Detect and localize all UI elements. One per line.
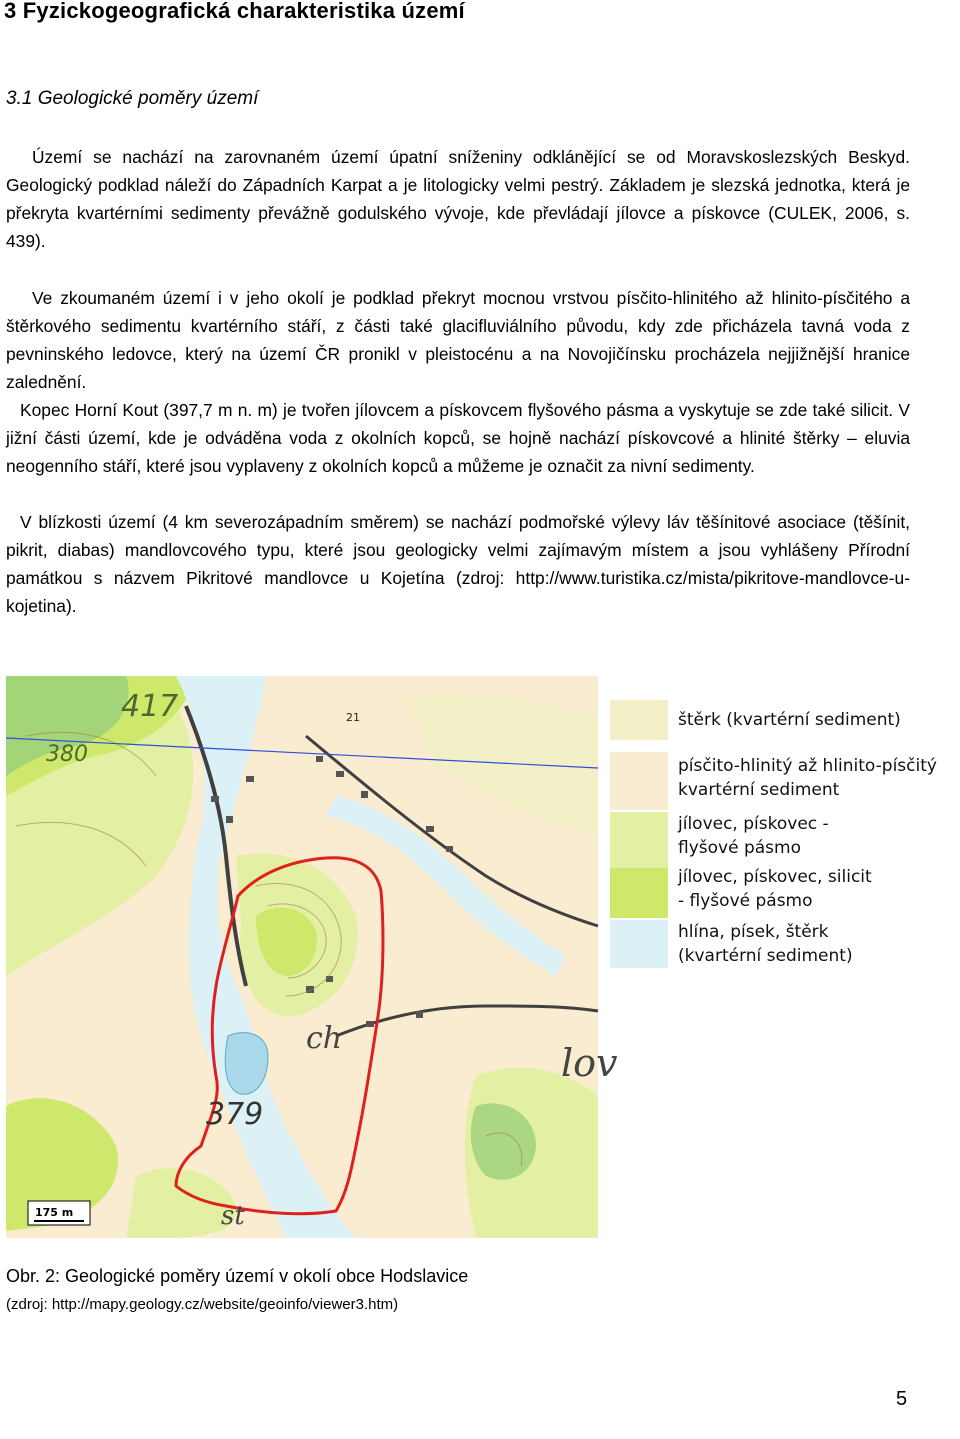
legend-swatch-silicit xyxy=(610,868,668,918)
paragraph-hill: Kopec Horní Kout (397,7 m n. m) je tvořen jílovcem a pískovcem flyšového pásma a vyskytuje se zde také silicit. V jižní části území, kde je odváděna voda z okolních kopců, se hojně nachází pískovcové a hlinité štěrky – eluvia neogenního stáří, které jsou vyplaveny z okolních kopců a můžeme je označit za nivní sedimenty. xyxy=(6,400,910,476)
paragraph-sediments: Ve zkoumaném území i v jeho okolí je podklad překryt mocnou vrstvou písčito-hlinitého až hlinito-písčitého a štěrkového sedimentu kvartérního stáří, z části také glacifluviálního původu, kdy zde přicházela tavná voda z pevninského ledovce, který na území ČR pronikl v pleistocénu a na Novojičínsku procházela nejjižnější hranice zalednění. xyxy=(6,288,910,392)
legend-text-sandy-loam: písčito-hlinitý až hlinito-písčitý kvartérní sediment xyxy=(678,756,937,800)
map-label-road-21: 21 xyxy=(346,711,360,724)
map-label-elev-379: 379 xyxy=(206,1097,264,1132)
legend-swatch-flysh xyxy=(610,812,668,868)
map-scale-label: 175 m xyxy=(35,1206,74,1219)
chapter-heading: 3 Fyzickogeografická charakteristika území xyxy=(4,0,465,23)
figure-caption: Obr. 2: Geologické poměry území v okolí obce Hodslavice xyxy=(6,1266,469,1286)
legend-swatch-loam-sand xyxy=(610,920,668,968)
map-legend xyxy=(610,700,960,970)
page-number: 5 xyxy=(896,1388,908,1410)
map-label-elev-380: 380 xyxy=(46,742,88,767)
paragraph-intro: Území se nachází na zarovnaném území úpatní sníženiny odklánějící se od Moravskoslezských Beskyd. Geologický podklad náleží do Západních Karpat a je litologicky velmi pestrý. Základem je slezská jednotka, která je překryta kvartérními sedimenty převážně godulského vývoje, kde převládají jílovce a pískovce (CULEK, 2006, s. 439). xyxy=(6,147,910,251)
legend-text-loam-sand: hlína, písek, štěrk (kvartérní sediment) xyxy=(678,922,853,966)
legend-swatch-sandy-loam xyxy=(610,752,668,810)
map-label-elev-417: 417 xyxy=(121,689,179,724)
section-heading: 3.1 Geologické poměry území xyxy=(6,88,259,109)
legend-swatch-gravel xyxy=(610,700,668,740)
map-label-lov: lov xyxy=(561,1041,618,1085)
legend-text-flysh: jílovec, pískovec - flyšové pásmo xyxy=(678,814,829,858)
legend-text-gravel: štěrk (kvartérní sediment) xyxy=(678,710,901,730)
geological-map-svg xyxy=(6,676,618,1238)
map-label-st: st xyxy=(221,1201,245,1231)
figure-source: (zdroj: http://mapy.geology.cz/website/geoinfo/viewer3.htm) xyxy=(6,1296,399,1313)
legend-text-silicit: jílovec, pískovec, silicit - flyšové pásmo xyxy=(678,867,872,911)
geological-map xyxy=(6,676,618,1238)
map-label-ch: ch xyxy=(306,1021,343,1056)
paragraph-mandlovce: V blízkosti území (4 km severozápadním směrem) se nachází podmořské výlevy láv těšínitové asociace (těšínit, pikrit, diabas) mandlovcového typu, které jsou geologicky velmi zajímavým místem a jsou vyhlášeny Přírodní památkou s názvem Pikritové mandlovce u Kojetína (zdroj: http://www.turistika.cz/mista/pikritove-mandlovce-u-kojetina). xyxy=(6,512,910,616)
